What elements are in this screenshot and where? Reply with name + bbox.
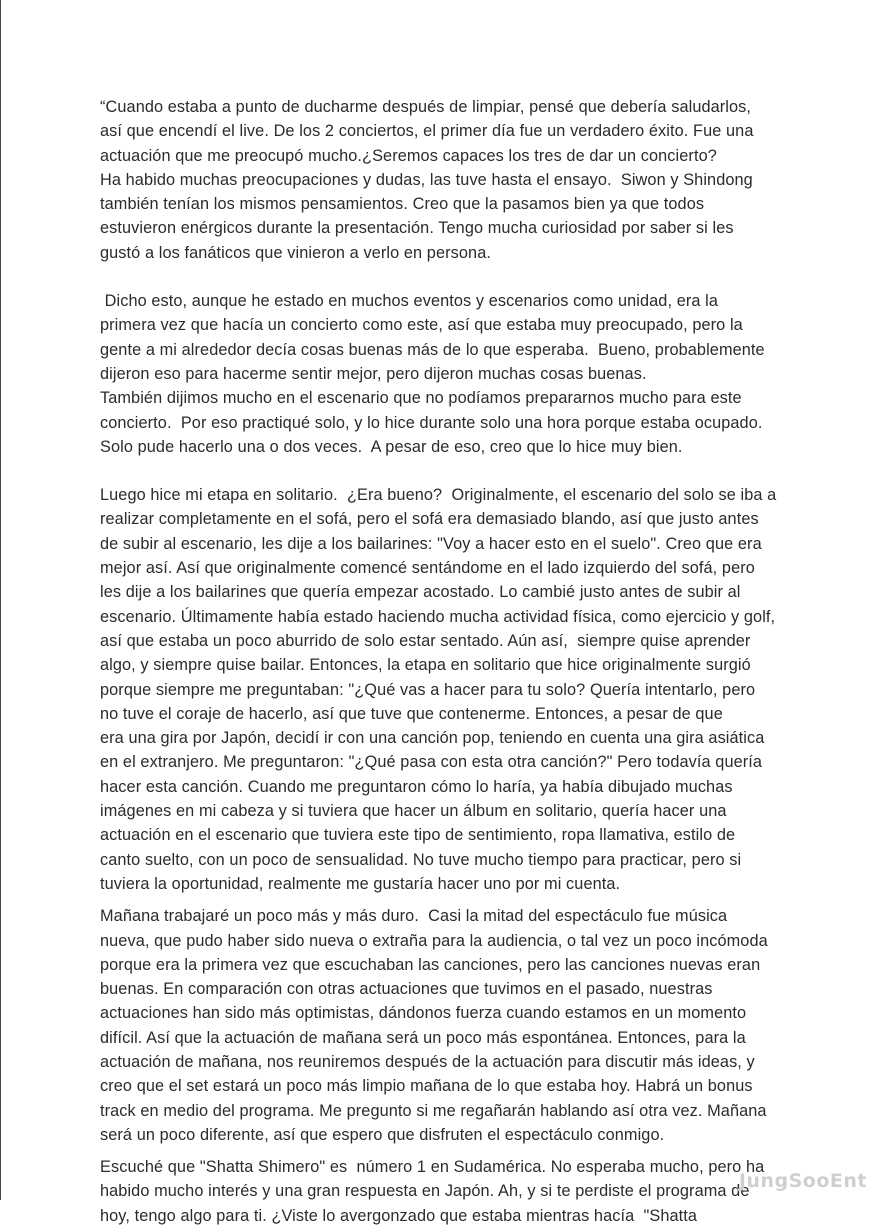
- watermark: JungSooEnt: [738, 1170, 867, 1192]
- text-line: así que estaba un poco aburrido de solo estar sentado. Aún así, siempre quise aprender: [100, 631, 751, 650]
- text-line: mejor así. Así que originalmente comencé sentándome en el lado izquierdo del sofá, pero: [100, 559, 755, 578]
- text-line: les dije a los bailarines que quería empezar acostado. Lo cambié justo antes de subir al: [100, 583, 741, 602]
- text-line: porque era la primera vez que escuchaban las canciones, pero las canciones nuevas eran: [100, 955, 761, 974]
- text-line: track en medio del programa. Me pregunto si me regañarán hablando así otra vez. Mañana: [100, 1101, 767, 1120]
- text-line: canto suelto, con un poco de sensualidad. No tuve mucho tiempo para practicar, pero si: [100, 850, 742, 869]
- text-line: de subir al escenario, les dije a los bailarines: "Voy a hacer esto en el suelo". Creo que era: [100, 534, 762, 553]
- text-line: buenas. En comparación con otras actuaciones que tuvimos en el pasado, nuestras: [100, 980, 713, 999]
- text-line: estuvieron enérgicos durante la presentación. Tengo mucha curiosidad por saber si les: [100, 219, 734, 238]
- text-line: hoy, tengo algo para ti. ¿Viste lo avergonzado que estaba mientras hacía "Shatta: [100, 1206, 698, 1225]
- page-left-border: [0, 0, 1, 1200]
- text-line: tuviera la oportunidad, realmente me gustaría hacer uno por mi cuenta.: [100, 874, 621, 893]
- text-line: nueva, que pudo haber sido nueva o extraña para la audiencia, o tal vez un poco incómoda: [100, 931, 768, 950]
- text-line: Dicho esto, aunque he estado en muchos eventos y escenarios como unidad, era la: [100, 292, 719, 311]
- text-line: porque siempre me preguntaban: "¿Qué vas a hacer para tu solo? Quería intentarlo, pero: [100, 680, 756, 699]
- text-line: era una gira por Japón, decidí ir con una canción pop, teniendo en cuenta una gira asiática: [100, 729, 765, 748]
- text-line: creo que el set estará un poco más limpio mañana de lo que estaba hoy. Habrá un bonus: [100, 1077, 753, 1096]
- text-line: algo, y siempre quise bailar. Entonces, la etapa en solitario que hice originalmente surgió: [100, 656, 751, 675]
- text-line: en el extranjero. Me preguntaron: "¿Qué pasa con esta otra canción?" Pero todavía quería: [100, 753, 763, 772]
- text-line: así que encendí el live. De los 2 conciertos, el primer día fue un verdadero éxito. Fue una: [100, 122, 754, 141]
- text-line: actuación en el escenario que tuviera este tipo de sentimiento, ropa llamativa, estilo de: [100, 826, 736, 845]
- text-line: será un poco diferente, así que espero que disfruten el espectáculo conmigo.: [100, 1125, 665, 1144]
- text-line: “Cuando estaba a punto de ducharme después de limpiar, pensé que debería saludarlos,: [100, 98, 752, 116]
- text-line: imágenes en mi cabeza y si tuviera que hacer un álbum en solitario, quería hacer una: [100, 802, 727, 821]
- text-line: realizar completamente en el sofá, pero el sofá era demasiado blando, así que justo antes: [100, 510, 759, 529]
- text-line: habido mucho interés y una gran respuesta en Japón. Ah, y si te perdiste el programa de: [100, 1182, 750, 1201]
- text-line: primera vez que hacía un concierto como este, así que estaba muy preocupado, pero la: [100, 316, 743, 335]
- paragraph-3: [100, 483, 800, 896]
- text-line: Escuché que "Shatta Shimero" es número 1 en Sudamérica. No esperaba mucho, pero ha: [100, 1158, 765, 1177]
- text-line: Luego hice mi etapa en solitario. ¿Era bueno? Originalmente, el escenario del solo se iba a: [100, 486, 777, 505]
- text-line: actuación de mañana, nos reuniremos después de la actuación para discutir más ideas, y: [100, 1052, 755, 1071]
- text-line: Ha habido muchas preocupaciones y dudas, las tuve hasta el ensayo. Siwon y Shindong: [100, 170, 753, 189]
- text-line: difícil. Así que la actuación de mañana será un poco más espontánea. Entonces, para la: [100, 1028, 746, 1047]
- text-line: no tuve el coraje de hacerlo, así que tuve que contenerme. Entonces, a pesar de que: [100, 704, 723, 723]
- paragraph-5: [100, 1155, 800, 1228]
- text-line: también tenían los mismos pensamientos. Creo que la pasamos bien ya que todos: [100, 195, 705, 214]
- text-line: actuaciones han sido más optimistas, dándonos fuerza cuando estamos en un momento: [100, 1004, 747, 1023]
- text-line: gustó a los fanáticos que vinieron a verlo en persona.: [100, 243, 491, 262]
- document-body: [100, 95, 800, 1228]
- text-line: concierto. Por eso practiqué solo, y lo hice durante solo una hora porque estaba ocupado.: [100, 413, 763, 432]
- paragraph-4: [100, 904, 800, 1147]
- text-line: Solo pude hacerlo una o dos veces. A pesar de eso, creo que lo hice muy bien.: [100, 437, 683, 456]
- text-line: También dijimos mucho en el escenario que no podíamos prepararnos mucho para este: [100, 389, 742, 408]
- text-line: Mañana trabajaré un poco más y más duro. Casi la mitad del espectáculo fue música: [100, 907, 728, 926]
- paragraph-2: [100, 289, 800, 459]
- text-line: escenario. Últimamente había estado haciendo mucha actividad física, como ejercicio y golf,: [100, 607, 776, 626]
- text-line: gente a mi alrededor decía cosas buenas más de lo que esperaba. Bueno, probablemente: [100, 340, 765, 359]
- text-line: hacer esta canción. Cuando me preguntaron cómo lo haría, ya había dibujado muchas: [100, 777, 733, 796]
- text-line: actuación que me preocupó mucho.¿Seremos capaces los tres de dar un concierto?: [100, 146, 717, 165]
- paragraph-1: [100, 95, 800, 265]
- text-line: dijeron eso para hacerme sentir mejor, pero dijeron muchas cosas buenas.: [100, 364, 647, 383]
